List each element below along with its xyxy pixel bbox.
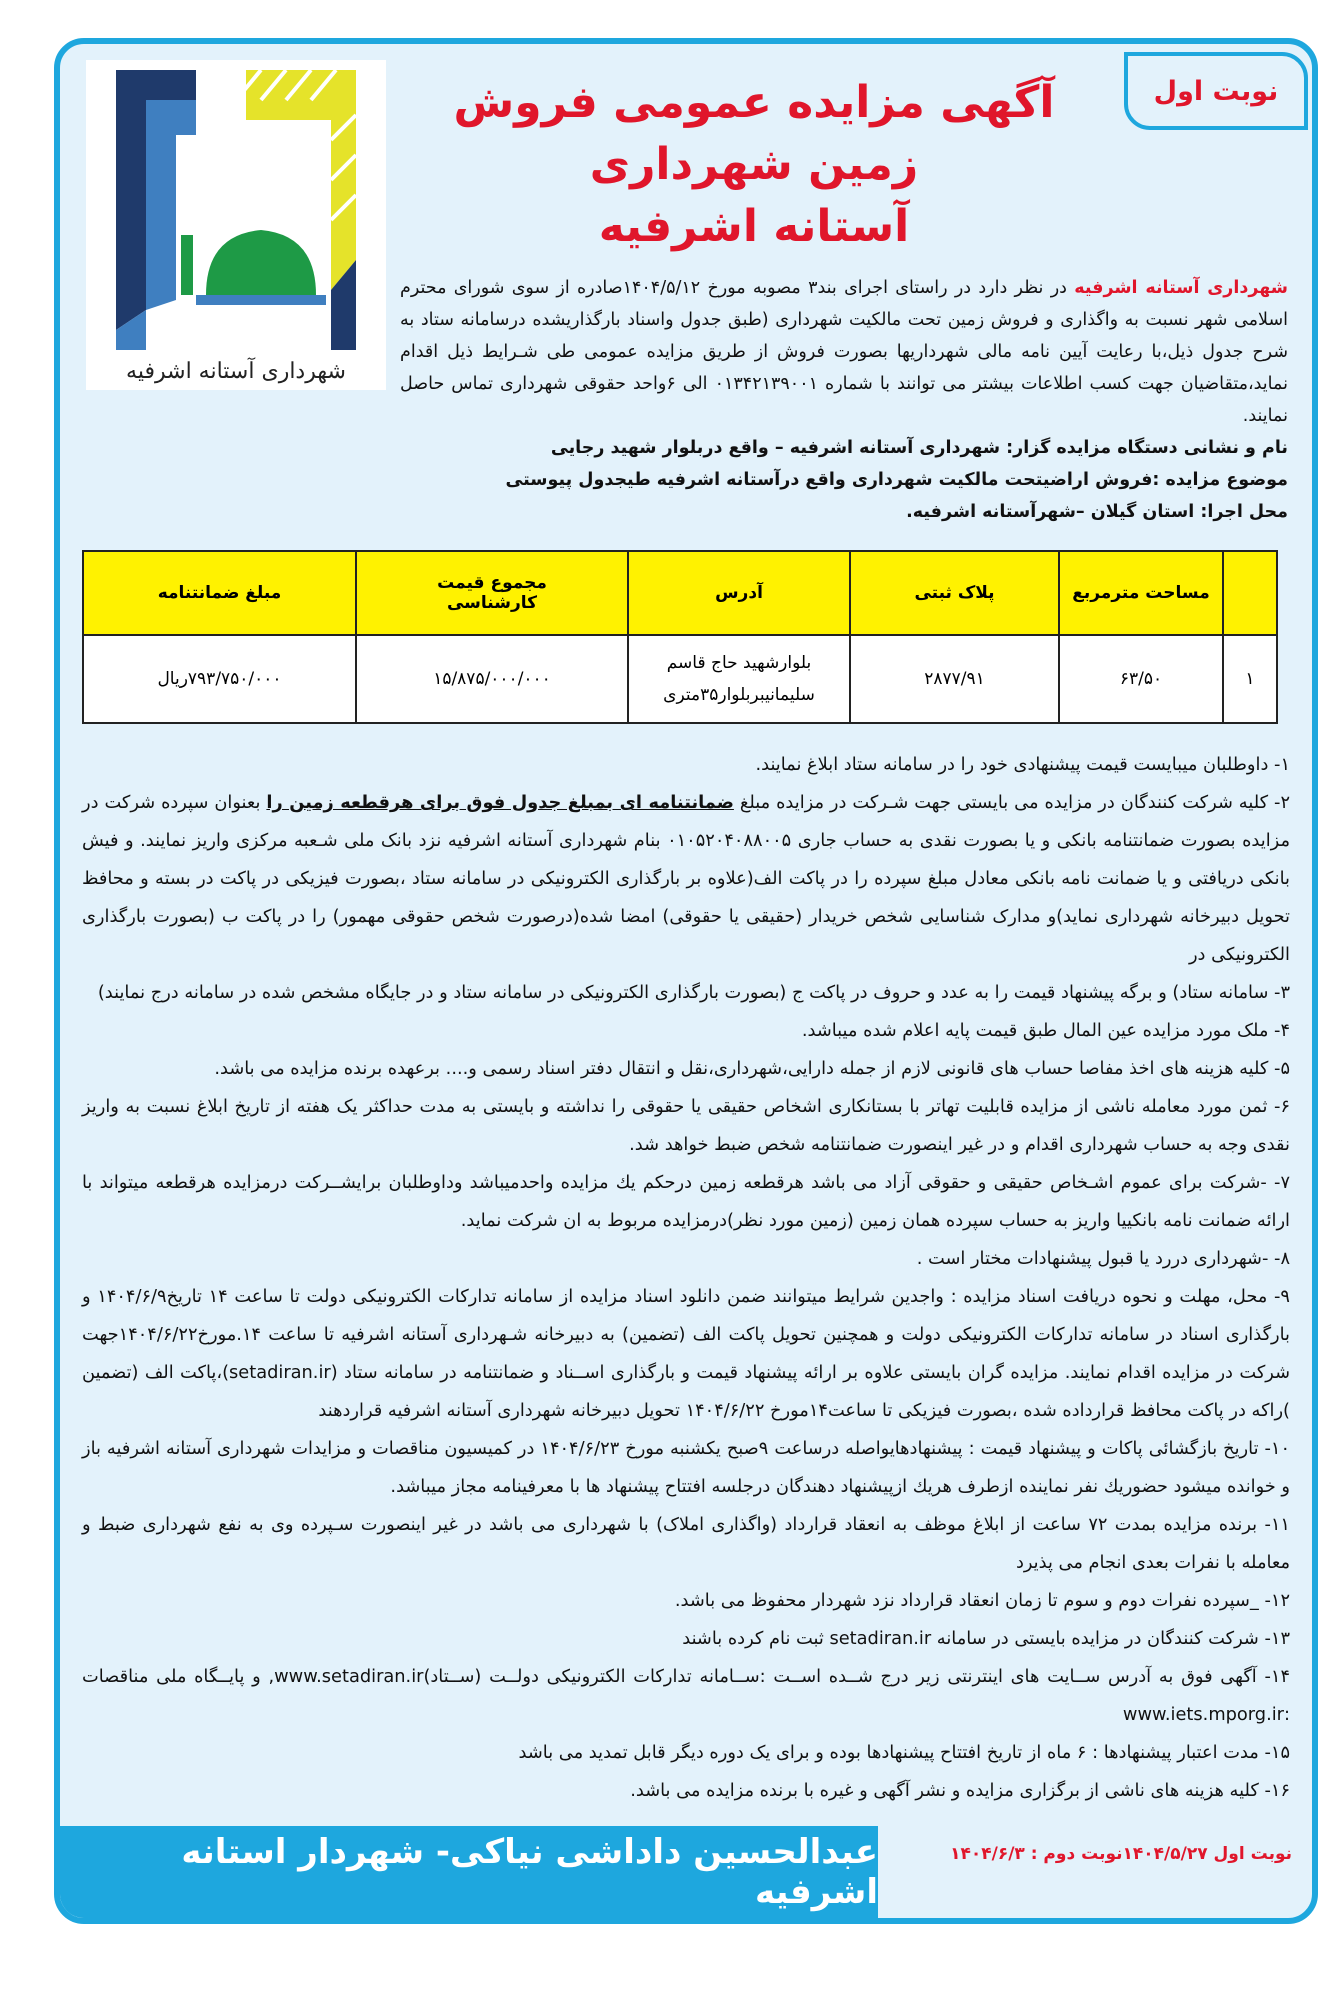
condition-item: ۱۰- تاریخ بازگشائی پاکات و پیشنهاد قیمت : پیشنهادهایواصله درساعت ۹صبح یکشنبه مورخ ۱۴۰۴/۶/۲۳ در کمیسیون مناقصات و مزایدات شهرداری آستانه اشرفیه باز و خوانده میشود حضوریك نفر نماینده ازطرف هریك ازپیشنهاد دهندگان درجلسه افتتاح پیشنهاد ها با معرفینامه مجاز میباشد. — [82, 1438, 1291, 1497]
property-table — [82, 550, 1278, 724]
condition-item: ۸- -شهرداری دررد یا قبول پیشنهادات مختار است . — [916, 1248, 1290, 1269]
intro-section — [400, 272, 1288, 528]
cell-expert-price: ۱۵/۸۷۵/۰۰۰/۰۰۰ — [356, 635, 628, 723]
intro-lead: شهرداری آستانه اشرفیه — [1074, 278, 1289, 298]
col-expert-price: مجموع قیمت کارشناسی — [356, 551, 628, 635]
cell-guarantee: ۷۹۳/۷۵۰/۰۰۰ریال — [83, 635, 356, 723]
col-plate: پلاک ثبتی — [850, 551, 1059, 635]
col-guarantee: مبلغ ضمانتنامه — [83, 551, 356, 635]
logo-icon — [86, 60, 386, 390]
condition-item: ۹- محل، مهلت و نحوه دریافت اسناد مزایده : واجدین شرایط میتوانند ضمن دانلود اسناد مزایده از سامانه تدارکات الکترونیکی دولت تا ساعت ۱۴ تاریخ۱۴۰۴/۶/۹ و بارگذاری اسناد در سامانه تدارکات الکترونیکی دولت و همچنین تحویل پاکت الف (تضمین) به دبیرخانه شـهرداری آستانه اشرفیه تا ساعت ۱۴.مورخ۱۴۰۴/۶/۲۲جهت شرکت در مزایده اقدام نمایند. مزایده گران بایستی علاوه بر ارائه پیشنهاد قیمت و بارگذاری اســناد و ضمانتنامه در سامانه ستاد (setadiran.ir)،پاکت الف (تضمین )راکه در پاکت محافظ قرارداده شده ،بصورت فیزیکی تا ساعت۱۴مورخ ۱۴۰۴/۶/۲۲ تحویل دبیرخانه شهرداری آستانه اشرفیه قراردهند — [82, 1286, 1290, 1421]
condition-item: ۷- -شرکت برای عموم اشـخاص حقیقی و حقوقی آزاد می باشد هرقطعه زمین درحکم یك مزایده واحدمیباشد وداوطلبان برایشــرکت درمزایده هرقطعه میتواند با ارائه ضمانت نامه بانکییا واریز به حساب سپرده همان زمین (زمین مورد نظر)درمزایده مربوط به ان شرکت نماید. — [82, 1172, 1290, 1231]
col-address: آدرس — [628, 551, 850, 635]
first-publication-badge: نوبت اول — [1124, 52, 1308, 130]
publication-dates: نوبت اول ۱۴۰۴/۵/۲۷نوبت دوم : ۱۴۰۴/۶/۳ — [950, 1844, 1292, 1864]
title-line-1: آگهی مزایده عمومی فروش زمین شهرداری — [453, 77, 1055, 190]
cell-address: بلوارشهید حاج قاسم سلیمانیبربلوار۳۵متری — [628, 635, 850, 723]
svg-text:شهرداری آستانه اشرفیه: شهرداری آستانه اشرفیه — [126, 359, 346, 384]
condition-item: ۱۲- _سپرده نفرات دوم و سوم تا زمان انعقاد قرارداد نزد شهردار محفوظ می باشد. — [674, 1590, 1290, 1611]
page-title — [400, 72, 1108, 258]
condition-text: ۲- کلیه شرکت کنندگان در مزایده می بایستی جهت شـرکت در مزایده مبلغ — [733, 792, 1291, 813]
condition-emphasis: ضمانتنامه ای بمبلغ جدول فوق برای هرقطعه زمین را — [266, 792, 734, 813]
header — [60, 44, 1312, 528]
cell-index: ۱ — [1223, 635, 1277, 723]
municipality-logo — [86, 60, 386, 390]
intro-text: در نظر دارد در راستای اجرای بند۳ مصوبه مورخ ۱۴۰۴/۵/۱۲صادره از سوی شورای محترم اسلامی شهر نسبت به واگذاری و فروش زمین تحت مالکیت شهرداری (طبق جدول واسناد بارگذاریشده درسامانه ستاد به شرح جدول ذیل،با رعایت آیین نامه مالی شهرداریها بصورت فروش از طریق مزایده عمومی طی شـرایط ذیل اقدام نماید،متقاضیان جهت کسب اطلاعات بیشتر می توانند با شماره ۰۱۳۴۲۱۳۹۰۰۱ الی ۶واحد حقوقی شهرداری تماس حاصل نمایند. — [400, 278, 1288, 426]
cell-area: ۶۳/۵۰ — [1059, 635, 1223, 723]
mayor-signature: عبدالحسین داداشی نیاکی- شهردار استانه اشرفیه — [60, 1826, 878, 1918]
organizer: نام و نشانی دستگاه مزایده گزار: شهرداری آستانه اشرفیه – واقع دربلوار شهید رجایی — [550, 438, 1288, 458]
condition-item: ۱- داوطلبان میبایست قیمت پیشنهادی خود را در سامانه ستاد ابلاغ نمایند. — [755, 754, 1290, 775]
condition-item — [82, 784, 1290, 974]
condition-item: ۳- سامانه ستاد) و برگه پیشنهاد قیمت را به عدد و حروف در پاکت ج (بصورت بارگذاری الکترونیکی در سامانه ستاد و در جایگاه مشخص شده در سامانه درج نمایند) — [97, 982, 1290, 1003]
footer — [60, 1826, 1312, 1918]
ad-frame — [54, 38, 1318, 1924]
condition-item: ۱۴- آگهی فوق به آدرس ســایت های اینترنتی زیر درج شــده اســت :ســامانه تدارکات الکترونیکی دولــت (ســتاد)www.setadiran.ir, و پایــگاه ملی مناقصات :www.iets.mporg.ir — [82, 1666, 1290, 1725]
condition-item: ۱۶- کلیه هزینه های ناشی از برگزاری مزایده و نشر آگهی و غیره با برنده مزایده می باشد. — [630, 1780, 1290, 1801]
condition-item: ۴- ملک مورد مزایده عین المال طبق قیمت پایه اعلام شده میباشد. — [801, 1020, 1290, 1041]
condition-item: ۵- کلیه هزینه های اخذ مفاصا حساب های قانونی لازم از جمله دارایی،شهرداری،نقل و انتقال دفتر اسناد رسمی و.... برعهده برنده مزایده می باشد. — [214, 1058, 1290, 1079]
conditions-list — [82, 746, 1290, 1810]
location: محل اجرا: استان گیلان –شهرآستانه اشرفیه. — [906, 502, 1288, 522]
col-area: مساحت مترمربع — [1059, 551, 1223, 635]
condition-item: ۱۵- مدت اعتبار پیشنهادها : ۶ ماه از تاریخ افتتاح پیشنهادها بوده و برای یک دوره دیگر قابل تمدید می باشد — [518, 1742, 1290, 1763]
condition-item: ۶- ثمن مورد معامله ناشی از مزایده قابلیت تهاتر با بستانکاری اشخاص حقیقی یا حقوقی را نداشته و بایستی به مدت حداکثر یک هفته از تاریخ ابلاغ نسبت به واریز نقدی وجه به حساب شهرداری اقدام و در غیر اینصورت ضمانتنامه شخص ضبط خواهد شد. — [82, 1096, 1290, 1155]
table-header — [83, 551, 1277, 635]
title-line-2: آستانه اشرفیه — [598, 201, 910, 252]
condition-text: بعنوان سپرده شرکت در مزایده بصورت ضمانتنامه بانکی و یا بصورت نقدی به حساب جاری ۰۱۰۵۲۰۴۰۸۸۰۰۵ بنام شهرداری آستانه اشرفیه نزد بانک ملی شـعبه مرکزی واریز نمایند. و فیش بانکی دریافتی و یا ضمانت نامه بانکی معادل مبلغ سپرده را در پاکت الف(علاوه بر بارگذاری الکترونیکی در سامانه ستاد ،بصورت فیزیکی در پاکت در بسته و محافظ تحویل دبیرخانه شهرداری نماید)و مدارک شناسایی شخص خریدار (حقیقی یا حقوقی) امضا شده(درصورت شخص حقوقی مهمور) را در پاکت ب (بصورت بارگذاری الکترونیکی در — [82, 792, 1290, 965]
condition-item: ۱۱- برنده مزایده بمدت ۷۲ ساعت از ابلاغ موظف به انعقاد قرارداد (واگذاری املاک) با شهرداری می باشد در غیر اینصورت سـپرده وی به نفع شهرداری ضبط و معامله با نفرات بعدی انجام می پذیرد — [82, 1514, 1290, 1573]
condition-item: ۱۳- شرکت کنندگان در مزایده بایستی در سامانه setadiran.ir ثبت نام کرده باشند — [682, 1628, 1290, 1649]
cell-plate: ۲۸۷۷/۹۱ — [850, 635, 1059, 723]
table-row — [83, 635, 1277, 723]
auction-subject: موضوع مزایده :فروش اراضیتحت مالکیت شهرداری واقع درآستانه اشرفیه طیجدول پیوستی — [505, 470, 1288, 490]
col-index — [1223, 551, 1277, 635]
